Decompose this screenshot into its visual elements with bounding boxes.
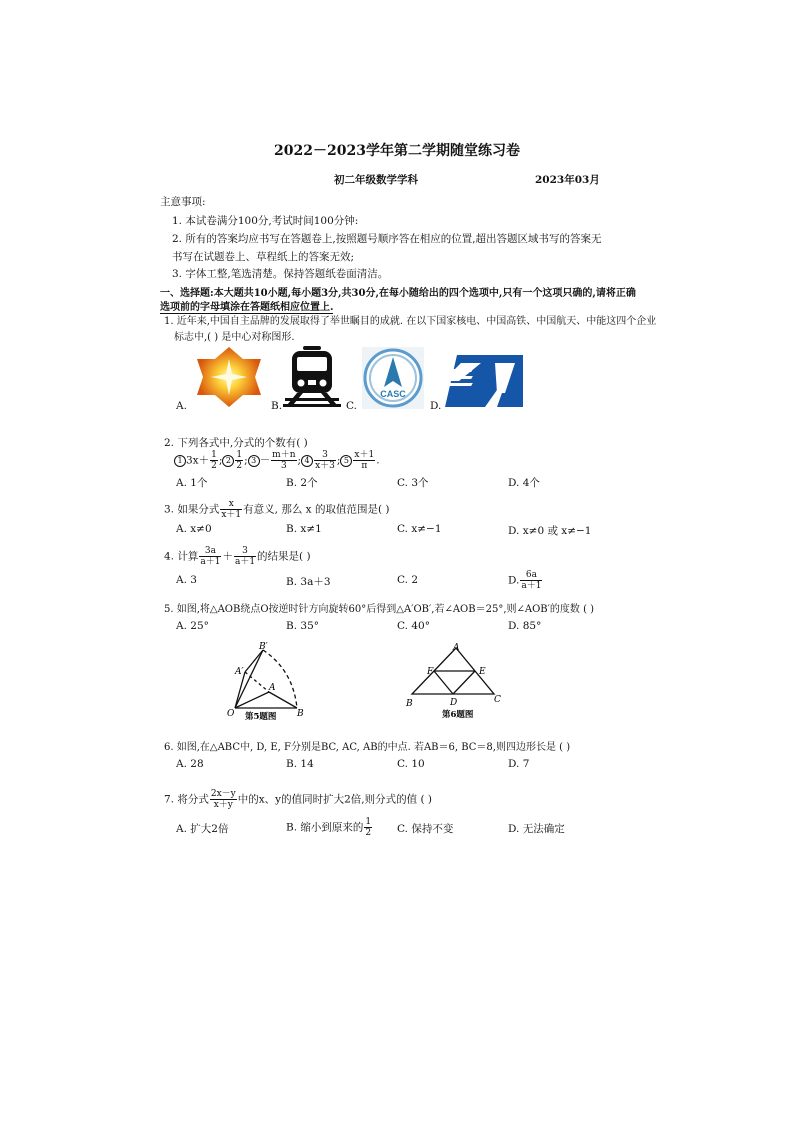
q7-option-b: B. 缩小到原来的 $\frac{1}{2}$ <box>286 817 372 838</box>
note-item: 书写在试题卷上、草程纸上的答案无效; <box>172 251 355 263</box>
label-b: B <box>297 709 304 719</box>
grade-subject: 初二年级数学学科 <box>334 174 418 186</box>
figure-6-caption: 第6题图 <box>442 710 474 720</box>
label-o: O <box>227 709 235 719</box>
q6-option-a: A. 28 <box>176 758 204 770</box>
q6-option-b: B. 14 <box>286 758 314 770</box>
q4-option-a: A. 3 <box>176 574 197 586</box>
label-b: B <box>406 699 413 709</box>
q7-option-d: D. 无法确定 <box>508 823 565 835</box>
casc-text: CASC <box>380 389 406 399</box>
q3-stem: 3. 如果分式 $\frac{x}{x+1}$ 有意义, 那么 x 的取值范围是( ) <box>164 499 390 520</box>
q4-option-d: D. $\frac{6a}{a+1}$ <box>508 570 542 591</box>
q7-option-a: A. 扩大2倍 <box>176 823 229 835</box>
figure-6-triangle <box>404 642 508 720</box>
q4-option-c: C. 2 <box>397 574 419 586</box>
q6-option-c: C. 10 <box>397 758 425 770</box>
exam-title: 2022－2023学年第二学期随堂练习卷 <box>274 143 520 159</box>
q2-option-c: C. 3个 <box>397 477 429 489</box>
notes-heading: 主意事项: <box>160 196 206 208</box>
q6-option-d: D. 7 <box>508 758 530 770</box>
label-a-prime: A′ <box>235 667 244 677</box>
note-item: 3. 字体工整,笔选清楚。保持答题纸卷面清洁。 <box>172 268 389 280</box>
note-item: 2. 所有的答案均应书写在答题卷上,按照题号顺序答在相应的位置,超出答题区域书写的答案无 <box>172 233 602 245</box>
figure-5-rotation <box>225 640 315 720</box>
q1-stem-2: 标志中,( ) 是中心对称图形. <box>174 332 295 343</box>
label-c: C <box>494 695 501 705</box>
q2-expressions: 1 3x＋ $\frac{1}{2}$ ; 2 $\frac{1}{2}$ ; 3 － $\frac{m+n}{3}$ ; 4 $\frac{3}{x+3}$ ; 5 $\frac{x+1}{\pi}$ . <box>174 450 380 471</box>
q4-option-b: B. 3a＋3 <box>286 576 331 588</box>
q1-label-b: B. <box>271 400 283 412</box>
label-b-prime: B′ <box>259 642 268 652</box>
q4-stem: 4. 计算 $\frac{3a}{a+1}$ ＋ $\frac{3}{a+1}$ 的结果是( ) <box>164 546 311 567</box>
q1-stem: 1. 近年来,中国自主品牌的发展取得了举世瞩目的成就. 在以下国家核电、中国高铁、中国航天、中能这四个企业 <box>164 316 657 327</box>
logo-c-casc-icon <box>362 347 424 409</box>
exam-date: 2023年03月 <box>535 174 600 186</box>
section-instructions-2: 选项前的字母填涂在答题纸相应位置上. <box>160 302 334 313</box>
q7-option-c: C. 保持不变 <box>397 823 454 835</box>
q5-option-c: C. 40° <box>397 620 430 632</box>
q1-label-d: D. <box>430 400 442 412</box>
q2-stem: 2. 下列各式中,分式的个数有( ) <box>164 437 308 449</box>
logo-b-train-icon <box>283 345 341 409</box>
q2-option-a: A. 1个 <box>176 477 208 489</box>
q1-label-c: C. <box>346 400 357 412</box>
q5-stem: 5. 如图,将△AOB绕点O按逆时针方向旋转60°后得到△A′OB′,若∠AOB＝25°,则∠AOB′的度数 ( ) <box>164 604 595 615</box>
q3-option-d: D. x≠0 或 x≠−1 <box>508 525 592 537</box>
label-f: F <box>427 667 434 677</box>
q2-option-d: D. 4个 <box>508 477 540 489</box>
q5-option-d: D. 85° <box>508 620 542 632</box>
q7-stem: 7. 将分式 $\frac{2x-y}{x+y}$ 中的x、y的值同时扩大2倍,则分式的值 ( ) <box>164 789 432 810</box>
q3-option-a: A. x≠0 <box>176 523 212 535</box>
q6-stem: 6. 如图,在△ABC中, D, E, F分别是BC, AC, AB的中点. 若AB＝6, BC＝8,则四边形长是 ( ) <box>164 742 571 753</box>
q3-option-b: B. x≠1 <box>286 523 322 535</box>
logo-d-icon <box>445 355 523 407</box>
label-d: D <box>450 698 458 708</box>
section-instructions: 一、选择题:本大题共10小题,每小题3分,共30分,在每小随给出的四个选项中,只有一个这项只确的,请将正确 <box>160 288 636 299</box>
label-a: A <box>269 683 276 693</box>
logo-a-star-icon <box>193 345 265 409</box>
q5-option-b: B. 35° <box>286 620 320 632</box>
label-a: A <box>453 643 460 653</box>
q1-label-a: A. <box>176 400 187 412</box>
figure-5-caption: 第5题图 <box>245 712 277 722</box>
label-e: E <box>479 667 486 677</box>
q5-option-a: A. 25° <box>176 620 209 632</box>
q3-option-c: C. x≠−1 <box>397 523 442 535</box>
note-item: 1. 本试卷满分100分,考试时间100分钟: <box>172 215 359 227</box>
q2-option-b: B. 2个 <box>286 477 318 489</box>
